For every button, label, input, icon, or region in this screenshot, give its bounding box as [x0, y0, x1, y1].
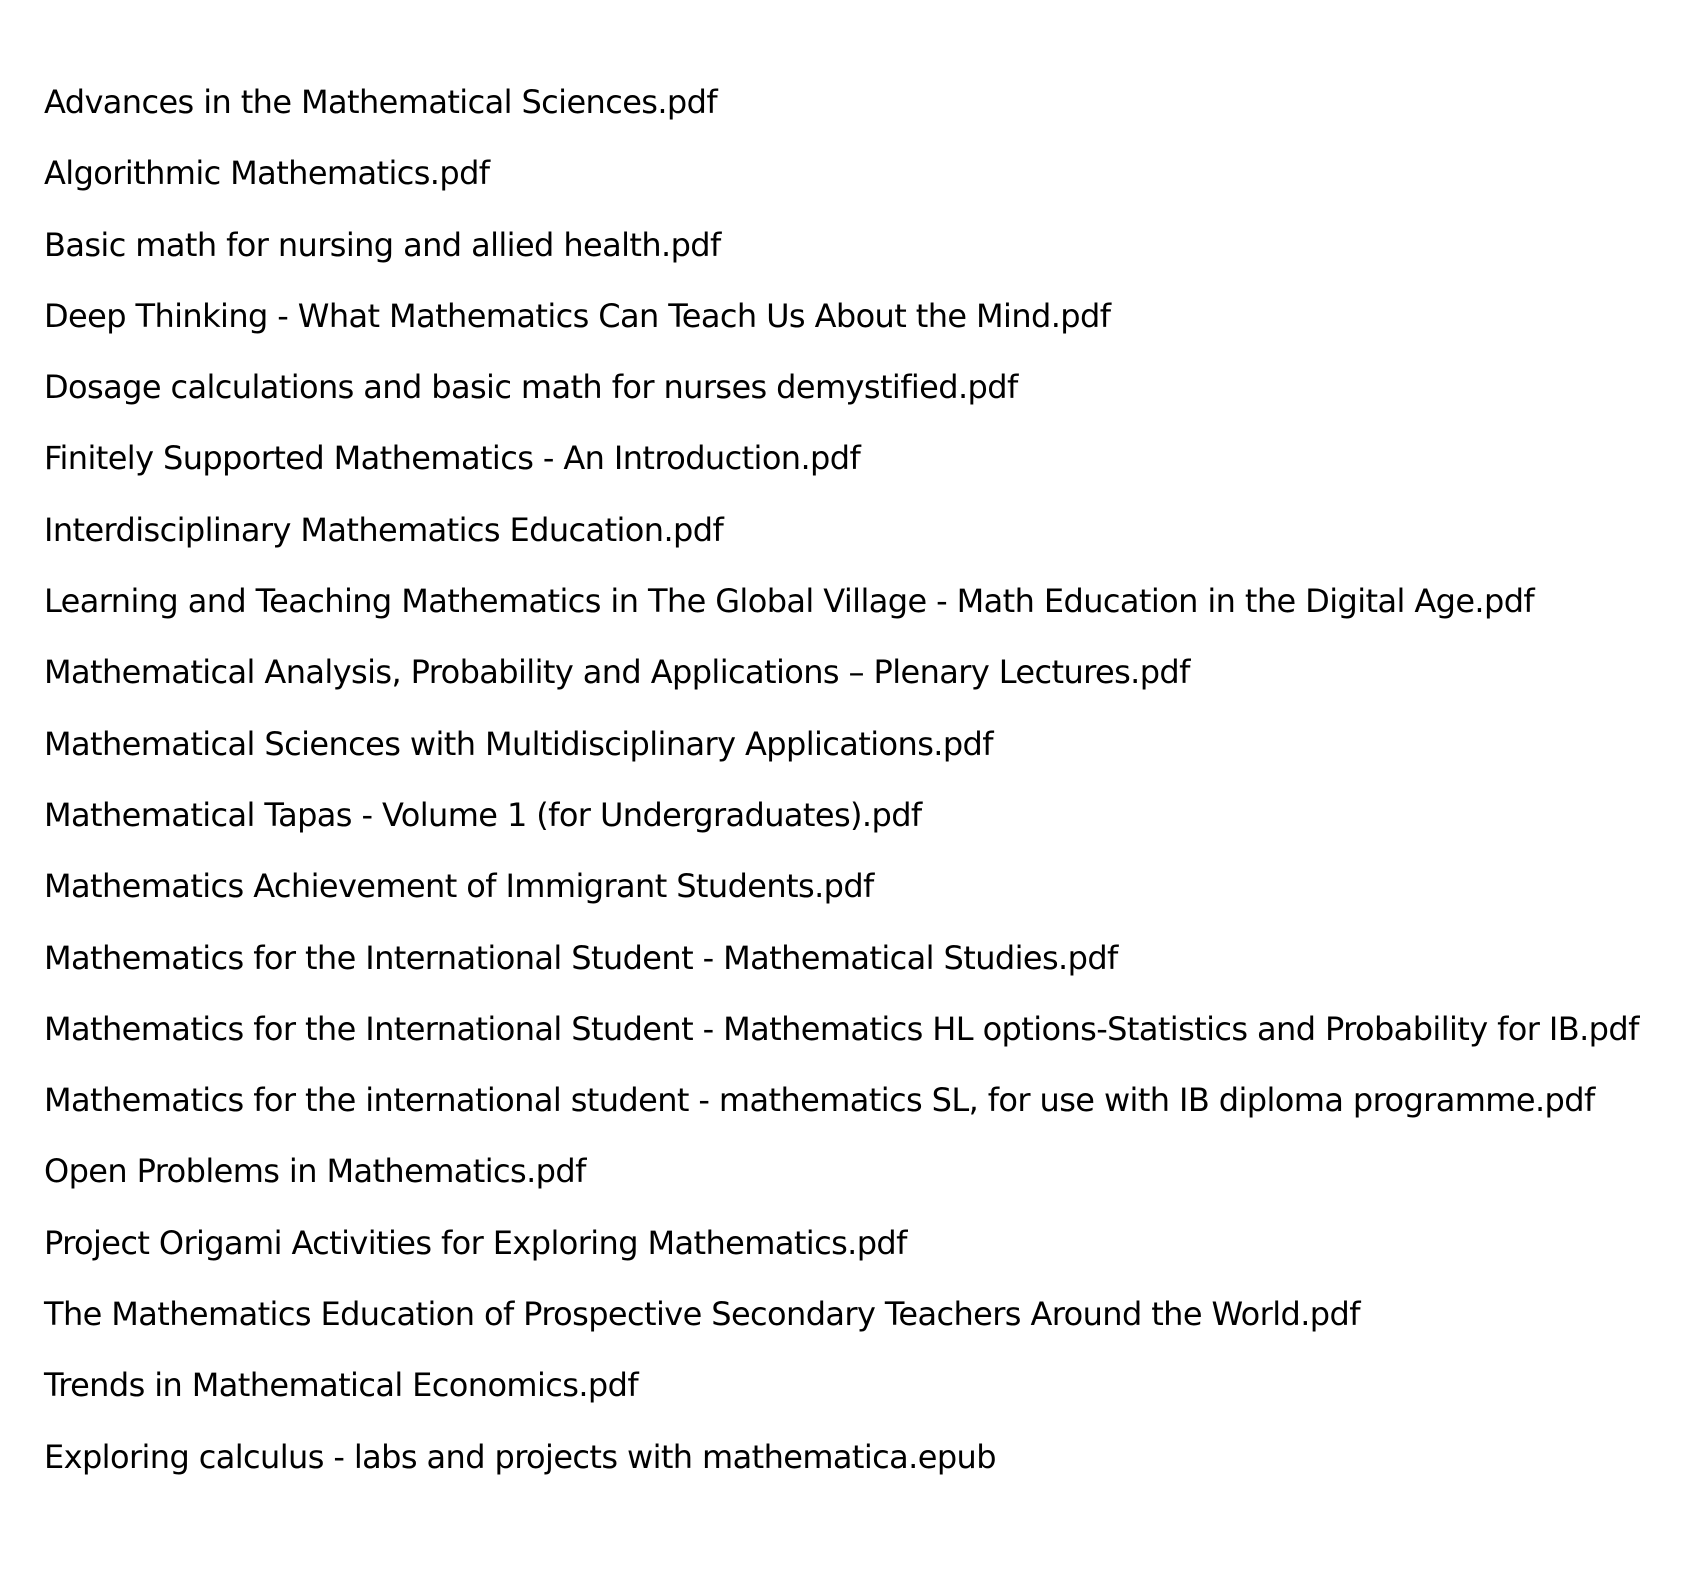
- file-name: Mathematical Analysis, Probability and Applications – Plenary Lectures.pdf: [44, 653, 1190, 692]
- file-name: Mathematics Achievement of Immigrant Students.pdf: [44, 867, 874, 906]
- file-name: Deep Thinking - What Mathematics Can Teach Us About the Mind.pdf: [44, 296, 1111, 335]
- file-name: Project Origami Activities for Exploring Mathematics.pdf: [44, 1223, 907, 1262]
- file-name: The Mathematics Education of Prospective Secondary Teachers Around the World.pdf: [44, 1295, 1360, 1334]
- file-name: Learning and Teaching Mathematics in The Global Village - Math Education in the Digital Age.pdf: [44, 582, 1535, 621]
- file-name: Mathematical Sciences with Multidisciplinary Applications.pdf: [44, 724, 993, 763]
- file-name: Interdisciplinary Mathematics Education.pdf: [44, 510, 724, 549]
- file-name: Mathematics for the International Student - Mathematical Studies.pdf: [44, 938, 1118, 977]
- file-name: Exploring calculus - labs and projects with mathematica.epub: [44, 1437, 996, 1476]
- file-name: Advances in the Mathematical Sciences.pdf: [44, 83, 718, 121]
- file-name: Mathematics for the International Student - Mathematics HL options-Statistics and Probability for IB.pdf: [44, 1009, 1639, 1048]
- file-name: Trends in Mathematical Economics.pdf: [44, 1366, 639, 1405]
- file-name: Mathematics for the international student - mathematics SL, for use with IB diploma programme.pdf: [44, 1081, 1595, 1120]
- file-list: [44, 82, 1664, 1508]
- file-name: Algorithmic Mathematics.pdf: [44, 154, 490, 193]
- file-name: Open Problems in Mathematics.pdf: [44, 1152, 586, 1191]
- file-name: Finitely Supported Mathematics - An Introduction.pdf: [44, 439, 861, 478]
- file-name: Mathematical Tapas - Volume 1 (for Undergraduates).pdf: [44, 795, 922, 834]
- file-name: Basic math for nursing and allied health.pdf: [44, 225, 721, 264]
- file-name: Dosage calculations and basic math for nurses demystified.pdf: [44, 368, 1018, 407]
